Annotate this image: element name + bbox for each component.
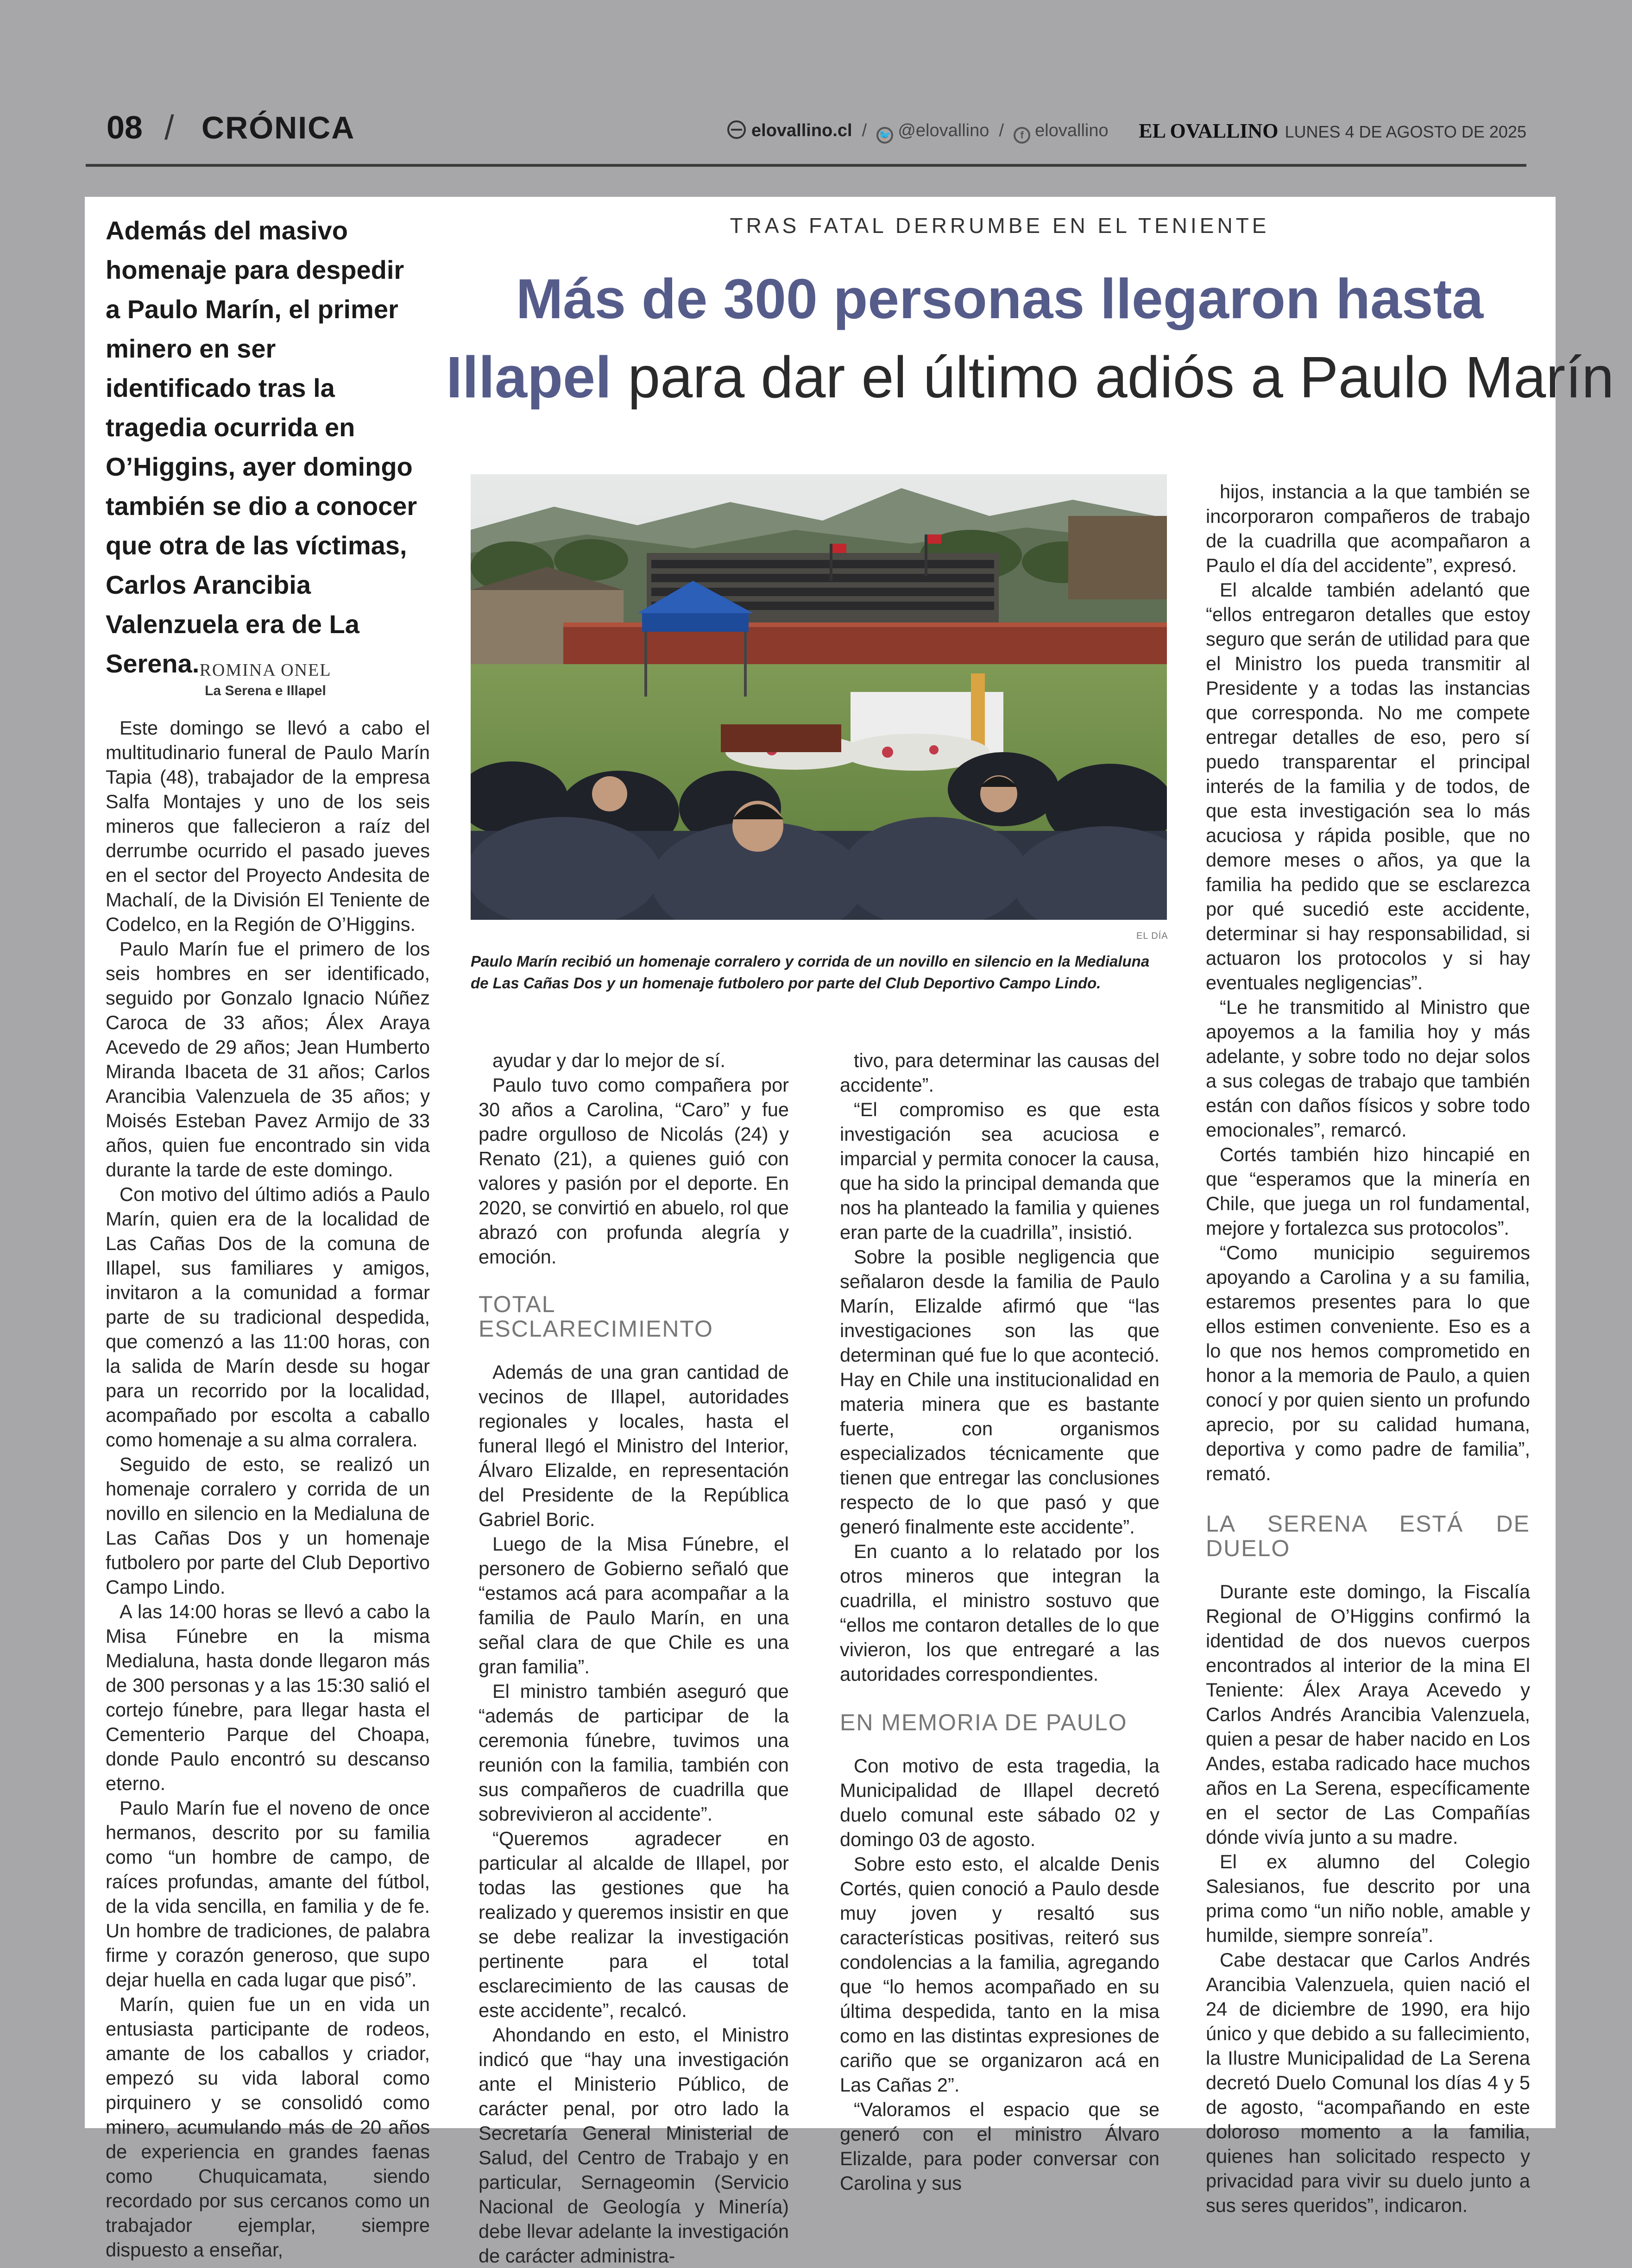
page-number: 08 (107, 109, 143, 145)
paragraph: ayudar y dar lo mejor de sí. (492, 1049, 725, 1071)
headline-rest: para dar el último adiós a Paulo Marín (611, 345, 1614, 410)
paragraph: Cortés también hizo hincapié en que “esperamos que la minería en Chile, que juega un rol fundamental, mejore y fortalezca sus protocolos”. (1206, 1143, 1530, 1239)
paragraph: Con motivo de esta tragedia, la Municipalidad de Illapel decretó duelo comunal este sábado 02 y domingo 03 de agosto. (840, 1755, 1159, 1850)
paragraph: El alcalde también adelantó que “ellos entregaron detalles que estoy seguro que serán de utilidad para que el Ministro los pueda transmitir al Presidente y a todas las instancias que corresponda. No me compete entregar detalles de eso, pero sí puedo transparentar el principal interés de la familia y de todos, de que esta investigación sea lo más acuciosa y rápida posible, que no demore meses o años, ya que la familia ha pedido que se esclarezca por qué sucedió este accidente, determinar si hay responsabilidad, si actuaron los protocolos y si hay eventuales negligencias”. (1206, 579, 1530, 993)
paragraph: Cabe destacar que Carlos Andrés Arancibia Valenzuela, quien nació el 24 de diciembre de 1990, era hijo único y que debido a su fallecimiento, la Ilustre Municipalidad de La Serena decretó Duelo Comunal los días 4 y 5 de agosto, “acompañando en este doloroso momento a la familia, quienes han solicitado respecto y privacidad para vivir su duelo junto a sus seres queridos”, indicaron. (1206, 1949, 1530, 2216)
author-name: ROMINA ONEL (199, 660, 332, 680)
text-column-3 (840, 1048, 1159, 2195)
header-rule (86, 164, 1526, 167)
twitter-handle[interactable]: @elovallino (898, 121, 989, 140)
article-sheet (85, 197, 1614, 2267)
page-header (107, 100, 1526, 169)
author-location: La Serena e Illapel (205, 683, 326, 698)
paragraph: “Valoramos el espacio que se generó con el ministro Álvaro Elizalde, para poder conversar con Carolina y sus (840, 2098, 1159, 2194)
paragraph: El ministro también aseguró que “además de participar de la ceremonia fúnebre, tuvimos una reunión con la familia, también con sus compañeros de cuadrilla que sobrevivieron al accidente”. (479, 1680, 789, 1825)
paragraph: Este domingo se llevó a cabo el multitudinario funeral de Paulo Marín Tapia (48), trabajador de la empresa Salfa Montajes y uno de los seis mineros que fallecieron a raíz del derrumbe ocurrido el pasado jueves en el sector del Proyecto Andesita de Machalí, de la División El Teniente de Codelco, en la Región de O’Higgins. (106, 717, 430, 935)
paragraph: Durante este domingo, la Fiscalía Regional de O’Higgins confirmó la identidad de dos nuevos cuerpos encontrados al interior de la mina El Teniente: Álex Araya Acevedo y Carlos Andrés Arancibia Valenzuela, quien a pesar de haber nacido en Los Andes, estaba radicado hace muchos años en La Serena, específicamente en el sector de Las Compañías dónde vivía junto a su madre. (1206, 1581, 1530, 1848)
paragraph: “Le he transmitido al Ministro que apoyemos a la familia hoy y más adelante, y sobre todo no dejar solos a sus colegas de trabajo que también están con daños físicos y sobre todo emocionales”, remarcó. (1206, 996, 1530, 1141)
paragraph: El ex alumno del Colegio Salesianos, fue descrito por una prima como “un niño noble, amable y humilde, siempre sonreía”. (1206, 1851, 1530, 1946)
paragraph: En cuanto a lo relatado por los otros mineros que integran la cuadrilla, el ministro sostuvo que “ellos me contaron detalles de lo que vivieron, los que entregaré a las autoridades correspondientes. (840, 1540, 1159, 1685)
web-icon (727, 120, 746, 139)
article-lead: Además del masivo homenaje para despedir a Paulo Marín, el primer minero en ser identificado tras la tragedia ocurrida en O’Higgins, ayer domingo también se dio a conocer que otra de las víctimas, Carlos Arancibia Valenzuela era de La Serena. (106, 216, 417, 678)
subheading-en-memoria: EN MEMORIA DE PAULO (840, 1709, 1128, 1735)
paragraph: Con motivo del último adiós a Paulo Marín, quien era de la localidad de Las Cañas Dos de la comuna de Illapel, sus familiares y amigos, invitaron a la comunidad a formar parte de su tradicional despedida, que comenzó a las 11:00 horas, con la salida de Marín desde su hogar para un recorrido por la localidad, acompañado por escolta a caballo como homenaje a su alma corralera. (106, 1183, 430, 1451)
paragraph: Marín, quien fue un en vida un entusiasta participante de rodeos, amante de los caballos y criador, empezó su vida laboral como pirquinero y se consolidó como minero, acumulando más de 20 años de experiencia en grandes faenas como Chuquicamata, siendo recordado por sus cercanos como un trabajador ejemplar, siempre dispuesto a enseñar, (106, 1993, 430, 2261)
funeral-photo (471, 474, 1167, 920)
text-column-4 (1206, 479, 1530, 2218)
facebook-icon: f (1014, 127, 1030, 144)
headline-line-2 (446, 336, 1614, 419)
paragraph: “Como municipio seguiremos apoyando a Carolina y a su familia, estaremos presentes para lo que ellos estimen conveniente. Eso es a lo que nos hemos comprometido en honor a la memoria de Paulo, a quien conocí y por quien siento un profundo aprecio, por su calidad humana, deportiva y como padre de familia”, remató. (1206, 1242, 1530, 1484)
paragraph: Paulo tuvo como compañera por 30 años a Carolina, “Caro” y fue padre orgulloso de Nicolás (24) y Renato (21), a quienes guió con valores y pasión por el deporte. En 2020, se convirtió en abuelo, rol que abrazó con profunda alegría y emoción. (479, 1074, 789, 1268)
social-links (727, 120, 1109, 144)
paragraph: Seguido de esto, se realizó un homenaje corralero y corrida de un novillo en silencio en la Medialuna de Las Cañas Dos y un homenaje futbolero por parte del Club Deportivo Campo Lindo. (106, 1453, 430, 1598)
twitter-icon: 🐦 (876, 127, 893, 144)
subheading-total-esclarecimiento: TOTAL ESCLARECIMIENTO (479, 1291, 713, 1342)
social-separator: / (862, 121, 867, 140)
paragraph: “Queremos agradecer en particular al alcalde de Illapel, por todas las gestiones que ha realizado y queremos insistir en que se debe realizar la investigación pertinente para el total esclarecimiento de las causas de este accidente”, recalcó. (479, 1828, 789, 2021)
subheading-la-serena-duelo: LA SERENA ESTÁ DE DUELO (1206, 1511, 1530, 1561)
section-name: CRÓNICA (202, 110, 355, 145)
byline (85, 660, 446, 699)
paragraph: Además de una gran cantidad de vecinos de Illapel, autoridades regionales y locales, hasta el funeral llegó el Ministro del Interior, Álvaro Elizalde, en representación del Presidente de la República Gabriel Boric. (479, 1361, 789, 1530)
paragraph: Paulo Marín fue el primero de los seis hombres en ser identificado, seguido por Gonzalo Ignacio Núñez Caroca de 33 años; Álex Araya Acevedo de 29 años; Jean Humberto Miranda Ibaceta de 31 años; Carlos Arancibia Valenzuela de 35 años; y Moisés Esteban Pavez Armijo de 33 años, quien fue encontrado sin vida durante la tarde de este domingo. (106, 938, 430, 1181)
masthead (1139, 119, 1526, 143)
headline-highlight: Illapel (446, 345, 612, 410)
facebook-handle[interactable]: elovallino (1035, 121, 1109, 140)
paragraph: A las 14:00 horas se llevó a cabo la Misa Fúnebre en la misma Medialuna, hasta donde llegaron más de 300 personas y a las 15:30 salió el cortejo fúnebre, para llegar hasta el Cementerio Parque del Choapa, donde Paulo encontró su descanso eterno. (106, 1601, 430, 1794)
text-column-2 (479, 1048, 789, 2268)
text-column-1 (106, 716, 430, 2262)
photo-caption: Paulo Marín recibió un homenaje corralero y corrida de un novillo en silencio en la Medialuna de Las Cañas Dos y un homenaje futbolero por parte del Club Deportivo Campo Lindo. (471, 953, 1150, 992)
paragraph: Sobre esto esto, el alcalde Denis Cortés, quien conoció a Paulo desde muy joven y resaltó sus características positivas, reiteró sus condolencias a la familia, agregando que “lo hemos acompañado en su última despedida, tanto en la misa como en las distintas expresiones de cariño que se organizaron acá en Las Cañas 2”. (840, 1853, 1159, 2096)
newspaper-name: EL OVALLINO (1139, 119, 1279, 142)
issue-date: LUNES 4 DE AGOSTO DE 2025 (1285, 122, 1526, 141)
headline-line-1: Más de 300 personas llegaron hasta (516, 267, 1484, 330)
funeral-photo-illustration (471, 474, 1167, 920)
paragraph: Paulo Marín fue el noveno de once hermanos, descrito por su familia como “un hombre de campo, de raíces profundas, amante del fútbol, de la vida sencilla, en familia y de fe. Un hombre de tradiciones, de palabra firme y corazón generoso, que supo dejar huella en cada lugar que pisó”. (106, 1797, 430, 1991)
website-link[interactable]: elovallino.cl (751, 121, 852, 140)
paragraph: hijos, instancia a la que también se incorporaron compañeros de trabajo de la cuadrilla que acompañaron a Paulo el día del accidente”, expresó. (1206, 481, 1530, 576)
paragraph: Luego de la Misa Fúnebre, el personero de Gobierno señaló que “estamos acá para acompañar a la familia de Paulo Marín, en una señal clara de que Chile es una gran familia”. (479, 1533, 789, 1677)
social-separator: / (999, 121, 1004, 140)
header-separator: / (164, 108, 174, 147)
paragraph: Sobre la posible negligencia que señalaron desde la familia de Paulo Marín, Elizalde afirmó que “las investigaciones son las que determinan qué fue lo que aconteció. Hay en Chile una institucionalidad en materia minera que es bastante fuerte, con organismos especializados técnicamente que tienen que entregar las conclusiones respecto de lo que pasó y que generó finalmente este accidente”. (840, 1246, 1159, 1538)
photo-credit: EL DÍA (1136, 931, 1168, 941)
paragraph: tivo, para determinar las causas del accidente”. (840, 1049, 1159, 1096)
article-kicker: TRAS FATAL DERRUMBE EN EL TENIENTE (730, 214, 1270, 238)
paragraph: Ahondando en esto, el Ministro indicó que “hay una investigación ante el Ministerio Público, de carácter penal, por otro lado la Secretaría General Ministerial de Salud, del Centro de Trabajo y en particular, Sernageomin (Servicio Nacional de Geología y Minería) debe llevar adelante la investigación de carácter administra- (479, 2024, 789, 2267)
paragraph: “El compromiso es que esta investigación sea acuciosa e imparcial y permita conocer la causa, que ha sido la principal demanda que nos ha planteado la familia y quienes eran parte de la cuadrilla”, insistió. (840, 1099, 1159, 1243)
article-headline (446, 262, 1614, 419)
